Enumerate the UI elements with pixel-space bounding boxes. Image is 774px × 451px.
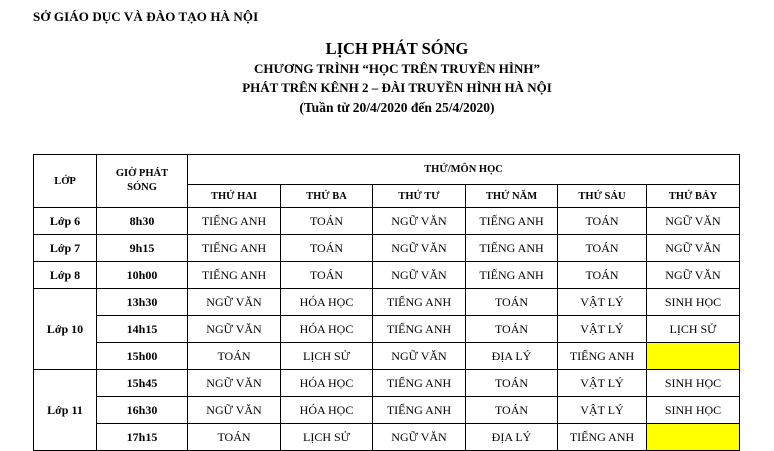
header-lop: LỚP (34, 155, 97, 208)
time-cell: 9h15 (97, 235, 188, 262)
highlighted-empty-cell (647, 343, 740, 370)
subject-cell: TIẾNG ANH (466, 262, 558, 289)
table-row (34, 316, 740, 343)
department-name: SỞ GIÁO DỤC VÀ ĐÀO TẠO HÀ NỘI (33, 9, 259, 24)
subject-cell: HÓA HỌC (281, 289, 373, 316)
header-day-group: THỨ/MÔN HỌC (188, 155, 740, 185)
header-day: THỨ TƯ (373, 185, 466, 208)
class-cell: Lớp 7 (34, 235, 97, 262)
time-cell: 16h30 (97, 397, 188, 424)
class-cell: Lớp 8 (34, 262, 97, 289)
subject-cell: TIẾNG ANH (558, 343, 647, 370)
subject-cell: TIẾNG ANH (558, 424, 647, 451)
subject-cell: TIẾNG ANH (373, 289, 466, 316)
time-cell: 14h15 (97, 316, 188, 343)
week-range: (Tuần từ 20/4/2020 đến 25/4/2020) (299, 100, 495, 115)
table-row (34, 370, 740, 397)
schedule-table (33, 154, 740, 451)
subject-cell: ĐỊA LÝ (466, 424, 558, 451)
time-cell: 17h15 (97, 424, 188, 451)
time-cell: 15h00 (97, 343, 188, 370)
subject-cell: TIẾNG ANH (188, 262, 281, 289)
subject-cell: NGỮ VĂN (647, 235, 740, 262)
subject-cell: VẬT LÝ (558, 316, 647, 343)
subject-cell: TOÁN (558, 262, 647, 289)
subject-cell: TIẾNG ANH (188, 235, 281, 262)
subject-cell: VẬT LÝ (558, 289, 647, 316)
table-row (34, 262, 740, 289)
subject-cell: NGỮ VĂN (647, 262, 740, 289)
subject-cell: TOÁN (466, 289, 558, 316)
subject-cell: VẬT LÝ (558, 370, 647, 397)
subject-cell: SINH HỌC (647, 370, 740, 397)
header-day: THỨ SÁU (558, 185, 647, 208)
table-row (34, 289, 740, 316)
time-cell: 15h45 (97, 370, 188, 397)
subject-cell: TOÁN (188, 424, 281, 451)
subject-cell: LỊCH SỬ (647, 316, 740, 343)
time-cell: 13h30 (97, 289, 188, 316)
subject-cell: TOÁN (281, 208, 373, 235)
subject-cell: HÓA HỌC (281, 316, 373, 343)
subject-cell: TOÁN (281, 262, 373, 289)
subject-cell: TIẾNG ANH (373, 316, 466, 343)
subject-cell: TIẾNG ANH (373, 397, 466, 424)
table-row (34, 208, 740, 235)
subject-cell: TOÁN (466, 397, 558, 424)
title-block (0, 38, 774, 119)
highlighted-empty-cell (647, 424, 740, 451)
subject-cell: SINH HỌC (647, 289, 740, 316)
channel-line: PHÁT TRÊN KÊNH 2 – ĐÀI TRUYỀN HÌNH HÀ NỘI (242, 80, 552, 95)
subject-cell: TOÁN (281, 235, 373, 262)
subject-cell: NGỮ VĂN (188, 316, 281, 343)
header-day: THỨ BẢY (647, 185, 740, 208)
subject-cell: SINH HỌC (647, 397, 740, 424)
class-cell: Lớp 11 (34, 370, 97, 451)
subject-cell: HÓA HỌC (281, 370, 373, 397)
header-day: THỨ NĂM (466, 185, 558, 208)
header-day: THỨ HAI (188, 185, 281, 208)
subject-cell: NGỮ VĂN (373, 262, 466, 289)
subject-cell: NGỮ VĂN (373, 424, 466, 451)
subject-cell: NGỮ VĂN (188, 397, 281, 424)
document-title: LỊCH PHÁT SÓNG (325, 39, 469, 58)
subject-cell: TOÁN (558, 235, 647, 262)
subject-cell: NGỮ VĂN (188, 370, 281, 397)
subject-cell: TOÁN (188, 343, 281, 370)
subject-cell: LỊCH SỬ (281, 424, 373, 451)
subject-cell: NGỮ VĂN (373, 208, 466, 235)
subject-cell: TIẾNG ANH (188, 208, 281, 235)
table-row (34, 343, 740, 370)
subject-cell: ĐỊA LÝ (466, 343, 558, 370)
subject-cell: TOÁN (466, 316, 558, 343)
header-time: GIỜ PHÁT SÓNG (97, 155, 188, 208)
subject-cell: VẬT LÝ (558, 397, 647, 424)
subject-cell: NGỮ VĂN (647, 208, 740, 235)
header-day: THỨ BA (281, 185, 373, 208)
table-row (34, 424, 740, 451)
time-cell: 8h30 (97, 208, 188, 235)
subject-cell: TIẾNG ANH (466, 208, 558, 235)
subject-cell: NGỮ VĂN (188, 289, 281, 316)
time-cell: 10h00 (97, 262, 188, 289)
class-cell: Lớp 10 (34, 289, 97, 370)
subject-cell: NGỮ VĂN (373, 343, 466, 370)
subject-cell: TOÁN (558, 208, 647, 235)
subject-cell: LỊCH SỬ (281, 343, 373, 370)
subject-cell: HÓA HỌC (281, 397, 373, 424)
subject-cell: NGỮ VĂN (373, 235, 466, 262)
subject-cell: TIẾNG ANH (373, 370, 466, 397)
class-cell: Lớp 6 (34, 208, 97, 235)
subject-cell: TIẾNG ANH (466, 235, 558, 262)
program-subtitle: CHƯƠNG TRÌNH “HỌC TRÊN TRUYỀN HÌNH” (254, 61, 540, 76)
table-row (34, 235, 740, 262)
subject-cell: TOÁN (466, 370, 558, 397)
table-row (34, 397, 740, 424)
